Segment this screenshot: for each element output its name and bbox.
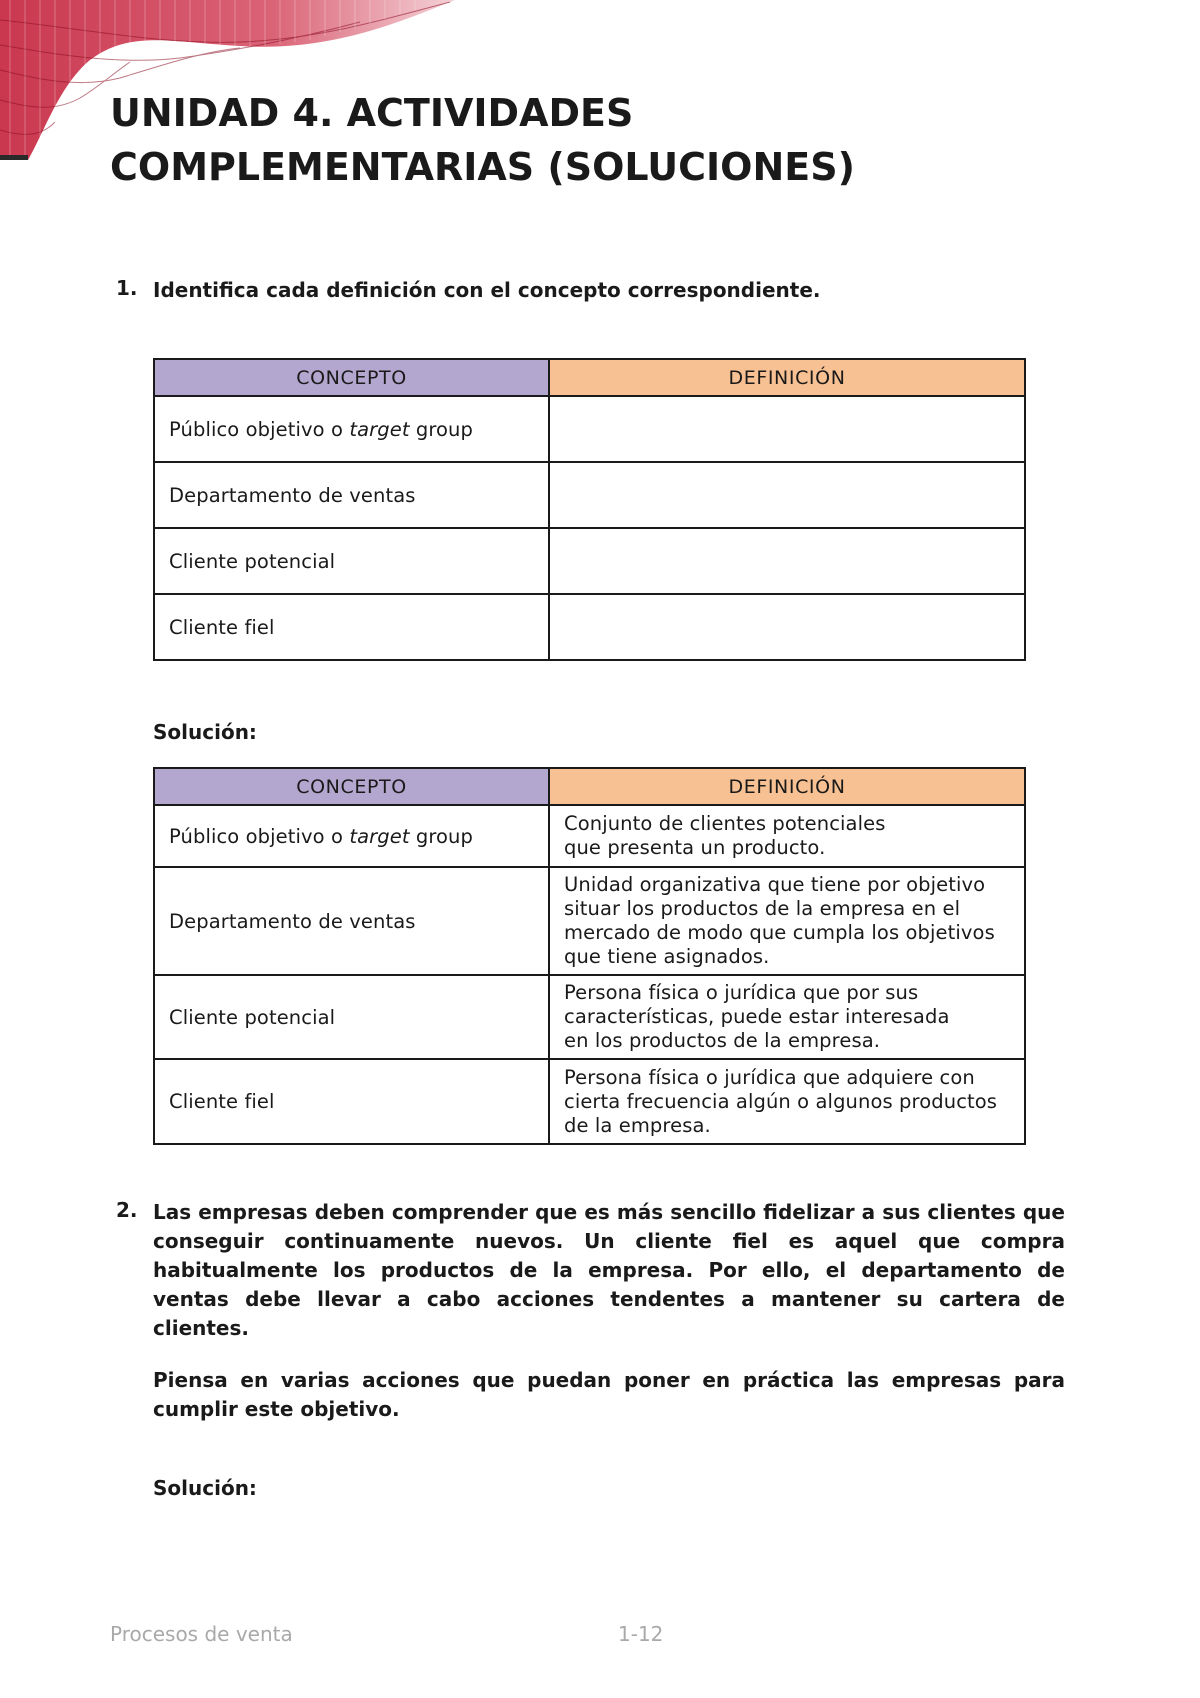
table-row bbox=[154, 528, 1025, 594]
concept-text: Público objetivo o bbox=[169, 417, 350, 441]
page-title bbox=[110, 86, 1110, 194]
concept-text: Cliente potencial bbox=[169, 549, 336, 573]
table-row bbox=[154, 867, 1025, 975]
concept-cell bbox=[154, 867, 549, 975]
definition-cell bbox=[549, 805, 1025, 867]
definition-header: DEFINICIÓN bbox=[549, 768, 1025, 805]
definition-line: características, puede estar interesada bbox=[564, 1005, 950, 1028]
table-row bbox=[154, 1059, 1025, 1144]
concept-text: Cliente fiel bbox=[169, 615, 275, 639]
definition-cell bbox=[549, 975, 1025, 1059]
title-line-1: UNIDAD 4. ACTIVIDADES bbox=[110, 91, 634, 135]
concept-cell bbox=[154, 462, 549, 528]
definition-line: Persona física o jurídica que por sus bbox=[564, 981, 919, 1004]
definition-line: situar los productos de la empresa en el bbox=[564, 897, 961, 920]
question-2-number: 2. bbox=[116, 1198, 138, 1222]
footer-course-name: Procesos de venta bbox=[110, 1622, 293, 1646]
definition-line: Persona física o jurídica que adquiere con bbox=[564, 1065, 975, 1089]
definition-empty-cell bbox=[549, 528, 1025, 594]
table-row bbox=[154, 462, 1025, 528]
footer-page-number: 1-12 bbox=[618, 1622, 664, 1646]
definition-cell bbox=[549, 1059, 1025, 1144]
definition-line: que tiene asignados. bbox=[564, 945, 770, 968]
definition-line: de la empresa. bbox=[564, 1113, 711, 1137]
question-1-text: Identifica cada definición con el concepto correspondiente. bbox=[153, 278, 821, 302]
concept-cell bbox=[154, 396, 549, 462]
concept-italic-text: target bbox=[349, 824, 410, 848]
definition-cell bbox=[549, 867, 1025, 975]
definition-line: en los productos de la empresa. bbox=[564, 1029, 881, 1052]
concept-header: CONCEPTO bbox=[154, 768, 549, 805]
definition-line: cierta frecuencia algún o algunos productos bbox=[564, 1089, 998, 1113]
concept-text: Cliente fiel bbox=[169, 1090, 275, 1113]
table-header-row bbox=[154, 359, 1025, 396]
concept-text-suffix: group bbox=[409, 417, 473, 441]
table-header-row bbox=[154, 768, 1025, 805]
definition-line: Conjunto de clientes potenciales bbox=[564, 812, 886, 835]
table-row bbox=[154, 805, 1025, 867]
concept-text: Público objetivo o bbox=[169, 824, 350, 848]
concept-text-suffix: group bbox=[409, 824, 473, 848]
definition-line: que presenta un producto. bbox=[564, 836, 826, 859]
definition-header: DEFINICIÓN bbox=[549, 359, 1025, 396]
concept-text: Departamento de ventas bbox=[169, 483, 416, 507]
table-row bbox=[154, 594, 1025, 660]
title-line-2: COMPLEMENTARIAS (SOLUCIONES) bbox=[110, 145, 855, 189]
question-2-paragraph-1: Las empresas deben comprender que es más sencillo fidelizar a sus clientes que conseguir continuamente nuevos. Un cliente fiel es aquel que compra habitualmente los productos de la empresa. Por ello, el departamento de ventas debe llevar a cabo acciones tendentes a mantener su cartera de clientes. bbox=[153, 1200, 1065, 1340]
table-row bbox=[154, 975, 1025, 1059]
definition-line: Unidad organizativa que tiene por objetivo bbox=[564, 873, 986, 896]
question-2-paragraph-2: Piensa en varias acciones que puedan poner en práctica las empresas para cumplir este objetivo. bbox=[153, 1368, 1065, 1421]
table-row bbox=[154, 396, 1025, 462]
concept-cell bbox=[154, 594, 549, 660]
concept-text: Cliente potencial bbox=[169, 1005, 336, 1029]
concept-cell bbox=[154, 1059, 549, 1144]
concept-text: Departamento de ventas bbox=[169, 909, 416, 933]
definition-empty-cell bbox=[549, 396, 1025, 462]
solution-label: Solución: bbox=[153, 720, 257, 744]
concept-cell bbox=[154, 528, 549, 594]
definition-line: mercado de modo que cumpla los objetivos bbox=[564, 921, 995, 944]
concept-italic-text: target bbox=[349, 417, 410, 441]
question-1-number: 1. bbox=[116, 276, 138, 300]
definition-empty-cell bbox=[549, 594, 1025, 660]
concept-header: CONCEPTO bbox=[154, 359, 549, 396]
solution-label-2: Solución: bbox=[153, 1476, 257, 1500]
exercise-table bbox=[153, 358, 1026, 661]
solution-table bbox=[153, 767, 1026, 1145]
concept-cell bbox=[154, 975, 549, 1059]
definition-empty-cell bbox=[549, 462, 1025, 528]
concept-cell bbox=[154, 805, 549, 867]
